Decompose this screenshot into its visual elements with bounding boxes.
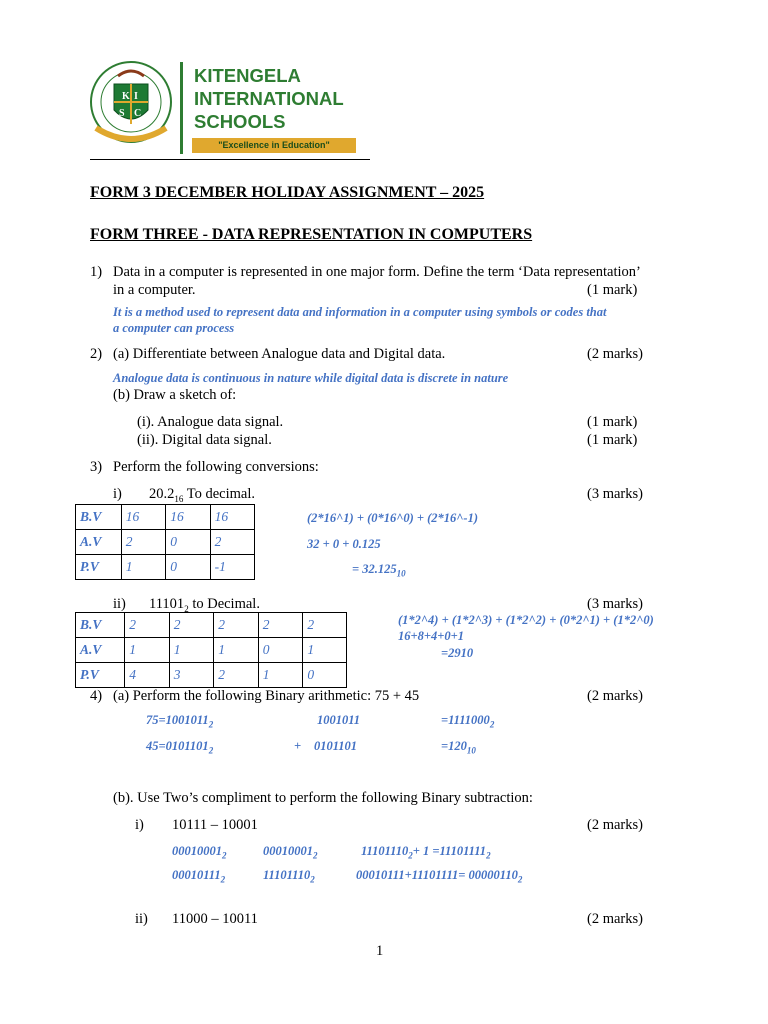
q2b-ii: (ii). Digital data signal. [137,432,272,448]
row-header-cell: B.V [76,613,125,638]
table-cell: 1 [125,638,170,663]
q4b-row2-col1: $00010111_2$ [172,868,226,885]
table-cell: 2 [210,530,254,555]
table-cell: 1 [214,638,259,663]
q2a-marks: (2 marks) [587,346,643,362]
row-header-cell: P.V [76,555,122,580]
q1-text-line1: Data in a computer is represented in one major form. Define the term ‘Data representation’ [113,264,641,280]
q2a-answer: Analogue data is continuous in nature while digital data is discrete in nature [113,371,509,385]
table-cell: 2 [125,613,170,638]
svg-text:I: I [134,91,138,102]
svg-text:S: S [119,108,125,119]
q3i-answer-line1: (2*16^1) + (0*16^0) + (2*16^-1) [307,511,479,525]
q4b-text: (b). Use Two’s compliment to perform the following Binary subtraction: [113,790,533,806]
q3-number: 3) [90,459,103,475]
table-cell: 16 [210,505,254,530]
row-header-cell: A.V [76,530,122,555]
q4a-plus-sign: + [294,739,302,753]
q4b-row1-col1: $00010001_2$ [172,844,227,861]
q4a-marks: (2 marks) [587,688,643,704]
q1-marks: (1 mark) [587,282,638,298]
table-cell: 1 [121,555,165,580]
header-rule [90,159,370,160]
q4b-row1-col3: $11101110_2+ 1 =11101111_2$ [361,844,491,861]
school-name-line2: INTERNATIONAL [194,88,344,109]
table-cell: 2 [303,613,347,638]
q3i-answer-line2: 32 + 0 + 0.125 [307,537,381,551]
table-cell: 2 [121,530,165,555]
q4a-row2-col2: 0101101 [314,739,358,753]
table-cell: 2 [169,613,214,638]
q4-number: 4) [90,688,103,704]
table-row [76,638,347,663]
q3ii-place-value-table [75,612,347,688]
q2b-i: (i). Analogue data signal. [137,414,284,430]
q4b-ii-label: ii) [135,911,148,927]
q4a-row2-col1: $45=0101101_2$ [146,739,214,756]
table-cell: 0 [258,638,303,663]
table-cell: 0 [303,663,347,688]
q3ii-text: $11101_2$ to Decimal. [149,596,260,614]
table-cell: 2 [258,613,303,638]
school-name-line1: KITENGELA [194,65,301,86]
q3-text: Perform the following conversions: [113,459,319,475]
table-row [76,613,347,638]
table-row [76,663,347,688]
table-cell: 0 [166,530,210,555]
row-header-cell: B.V [76,505,122,530]
q1-number: 1) [90,264,103,280]
q1-text-line2: in a computer. [113,282,196,298]
q4b-row2-col3: $00010111+11101111= 00000110_2$ [356,868,523,885]
q3i-text: $20.2_{16}$ To decimal. [149,486,255,504]
q4a-row1-col1: $75=1001011_2$ [146,713,214,730]
topic-title: FORM THREE - DATA REPRESENTATION IN COMPUTERS [90,226,533,243]
q4b-ii-text: 11000 – 10011 [172,911,258,927]
q4a-row2-col3: $=120_{10}$ [441,739,476,756]
table-cell: 3 [169,663,214,688]
school-logo [88,58,370,158]
table-cell: 2 [214,613,259,638]
q2-number: 2) [90,346,103,362]
q3ii-answer-line3: =2910 [441,646,474,660]
q1-answer-line2: a computer can process [113,321,235,335]
table-cell: 0 [166,555,210,580]
q4b-ii-marks: (2 marks) [587,911,643,927]
svg-text:K: K [122,91,130,102]
row-header-cell: A.V [76,638,125,663]
q2b-ii-marks: (1 mark) [587,432,638,448]
table-row [76,555,255,580]
table-row [76,530,255,555]
school-name [194,64,344,133]
q2b-i-marks: (1 mark) [587,414,638,430]
q3i-label: i) [113,486,122,502]
q4b-i-marks: (2 marks) [587,817,643,833]
q4a-row1-col3: $=1111000_2$ [441,713,495,730]
assignment-title: FORM 3 DECEMBER HOLIDAY ASSIGNMENT – 2025 [90,184,485,201]
q3ii-label: ii) [113,596,126,612]
school-crest-icon [88,58,174,154]
table-cell: 16 [166,505,210,530]
school-name-line3: SCHOOLS [194,111,286,132]
q4b-row2-col2: $11101110_2$ [263,868,315,885]
q3ii-marks: (3 marks) [587,596,643,612]
table-cell: 2 [214,663,259,688]
row-header-cell: P.V [76,663,125,688]
q2a-text: (a) Differentiate between Analogue data and Digital data. [113,346,446,362]
q4b-i-text: 10111 – 10001 [172,817,258,833]
table-cell: 16 [121,505,165,530]
q2b-text: (b) Draw a sketch of: [113,387,237,403]
table-cell: -1 [210,555,254,580]
table-row [76,505,255,530]
svg-text:C: C [134,108,142,119]
q3i-place-value-table [75,504,255,580]
q3ii-answer-line2: 16+8+4+0+1 [398,629,464,643]
q3i-answer-line3: = $32.125_{10}$ [352,562,406,579]
school-motto: "Excellence in Education" [192,138,356,153]
table-cell: 1 [169,638,214,663]
table-cell: 4 [125,663,170,688]
q3i-marks: (3 marks) [587,486,643,502]
q3ii-answer-line1: (1*2^4) + (1*2^3) + (1*2^2) + (0*2^1) + (1*2^0) [398,613,654,627]
q4b-row1-col2: $00010001_2$ [263,844,318,861]
page-number: 1 [376,943,384,959]
q4b-i-label: i) [135,817,144,833]
logo-divider [180,62,183,154]
table-cell: 1 [303,638,347,663]
q1-answer-line1: It is a method used to represent data and information in a computer using symbols or codes that [113,305,607,319]
q4a-row1-col2: 1001011 [317,713,361,727]
q4a-text: (a) Perform the following Binary arithmetic: 75 + 45 [113,688,420,704]
table-cell: 1 [258,663,303,688]
